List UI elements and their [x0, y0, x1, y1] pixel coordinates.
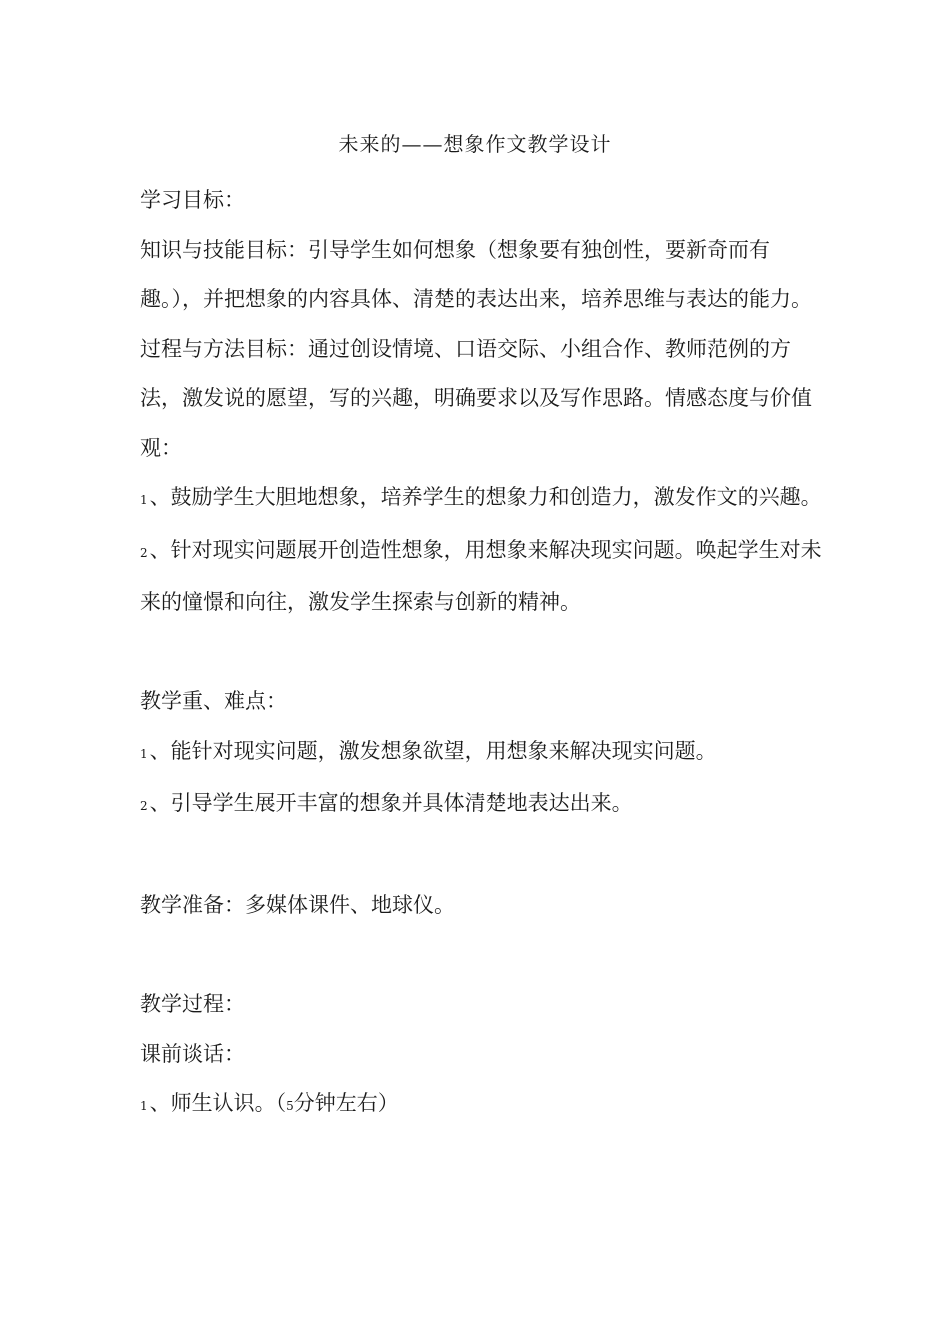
item-text: 、鼓励学生大胆地想象，培养学生的想象力和创造力，激发作文的兴趣。 [149, 485, 822, 509]
pre-talk-heading: 课前谈话： [140, 1041, 245, 1066]
item-text: 、师生认识。（ [149, 1091, 287, 1115]
document-body [140, 176, 830, 1132]
objective-item [140, 473, 830, 526]
spacer [140, 832, 830, 882]
process-item [140, 1079, 830, 1132]
item-number: 1 [140, 1099, 148, 1113]
key-point-item [140, 779, 830, 832]
process-heading: 教学过程： [140, 992, 245, 1016]
spacer [140, 628, 830, 678]
time-text: 分钟左右） [293, 1091, 399, 1115]
key-points-heading: 教学重、难点： [140, 689, 287, 713]
objective-item [140, 526, 830, 628]
objectives-heading: 学习目标： [140, 188, 245, 212]
spacer [140, 931, 830, 981]
key-point-item [140, 727, 830, 780]
knowledge-objective: 知识与技能目标：引导学生如何想象（想象要有独创性，要新奇而有趣。），并把想象的内容具体、清楚的表达出来，培养思维与表达的能力。 [140, 237, 812, 311]
item-number: 1 [140, 493, 148, 507]
item-text: 、能针对现实问题，激发想象欲望，用想象来解决现实问题。 [149, 738, 717, 763]
time-number: 5 [286, 1099, 294, 1113]
item-number: 2 [140, 545, 148, 560]
preparation: 教学准备：多媒体课件、地球仪。 [140, 893, 455, 917]
item-text: 、引导学生展开丰富的想象并具体清楚地表达出来。 [149, 791, 633, 815]
item-number: 2 [140, 799, 148, 813]
item-number: 1 [140, 746, 148, 761]
item-text: 、针对现实问题展开创造性想象，用想象来解决现实问题。唤起学生对未来的憧憬和向往，激发学生探索与创新的精神。 [140, 537, 822, 614]
process-objective: 过程与方法目标：通过创设情境、口语交际、小组合作、教师范例的方法，激发说的愿望，写的兴趣，明确要求以及写作思路。情感态度与价值观： [140, 336, 812, 460]
document-title: 未来的——想象作文教学设计 [338, 132, 612, 156]
